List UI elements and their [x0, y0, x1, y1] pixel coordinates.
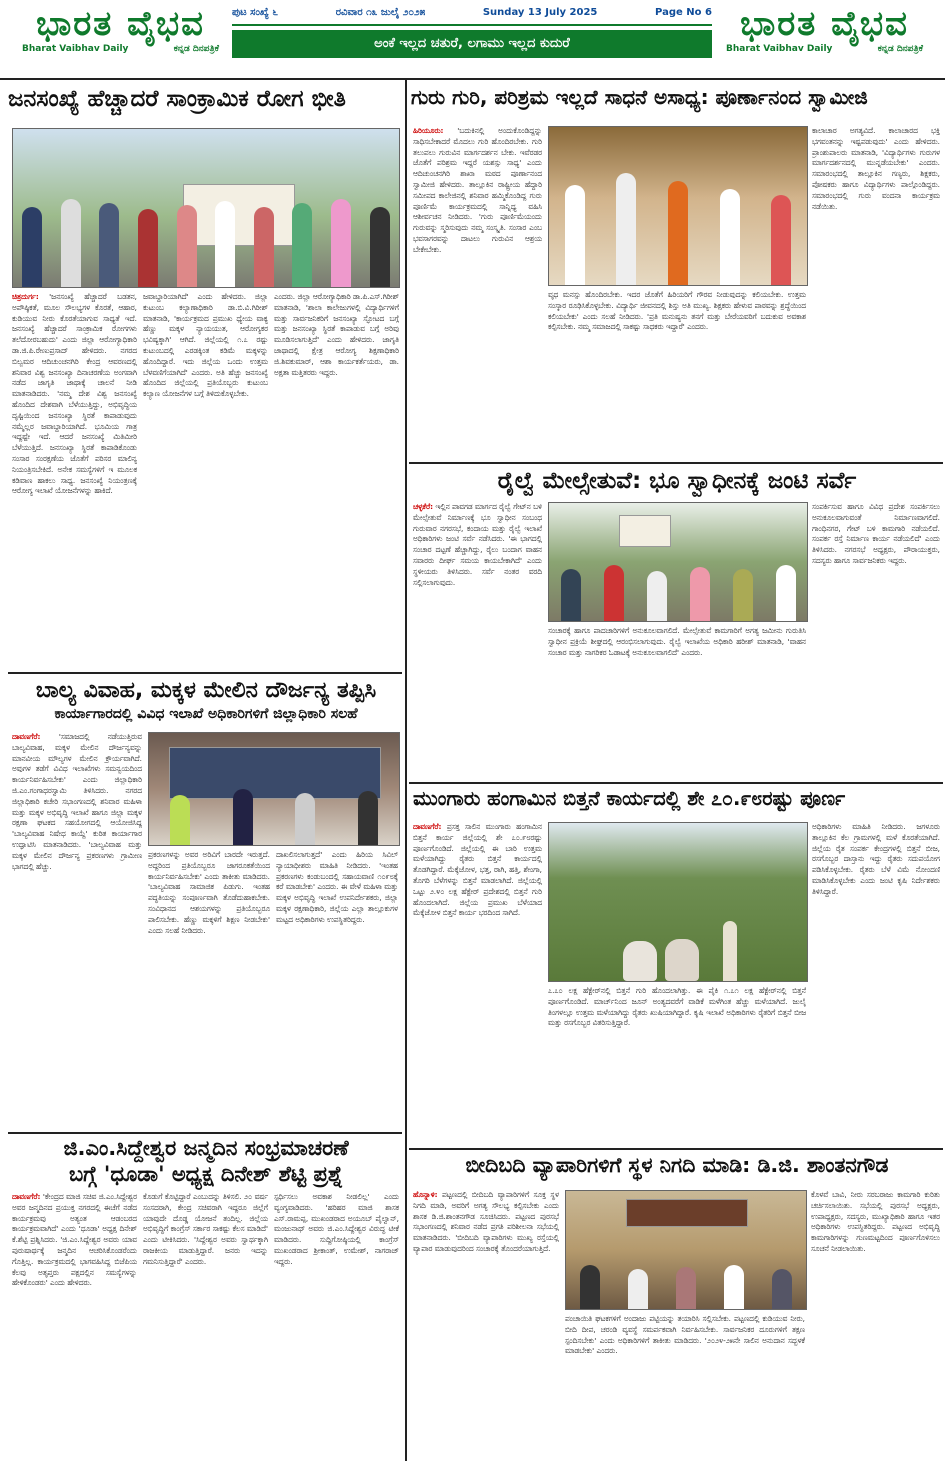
section-divider: [8, 1132, 402, 1134]
article-monsoon-col2: ೭.೭೦ ಲಕ್ಷ ಹೆಕ್ಟೇರ್‌ನಲ್ಲಿ ಬಿತ್ತನೆ ಗುರಿ ಹೊಂದಲಾಗಿತ್ತು. ಈ ಪೈಕಿ ೧.೭೧ ಲಕ್ಷ ಹೆಕ್ಟೇರ್‌ನಲ್ಲಿ ಬಿತ್ತನೆ ಪೂರ್ಣಗೊಂಡಿದೆ. ಮಾರ್ಚ್‌ನಿಂದ ಜೂನ್ ಅಂತ್ಯದವರೆಗೆ ವಾಡಿಕೆ ಮಳೆಗಿಂತ ಹೆಚ್ಚು ಮಳೆಯಾಗಿದೆ. ಜುಲೈ ತಿಂಗಳಲ್ಲೂ ಉತ್ತಮ ಮಳೆಯಾಗಿದ್ದು ರೈತರು ಖುಷಿಯಾಗಿದ್ದಾರೆ. ಕೃಷಿ ಇಲಾಖೆ ಅಧಿಕಾರಿಗಳು ರೈತರಿಗೆ ಬಿತ್ತನೆ ಬೀಜ ಮತ್ತು ರಸಗೊಬ್ಬರ ವಿತರಿಸುತ್ತಿದ್ದಾರೆ.: [548, 986, 806, 1028]
dateline: ಚಳ್ಳಕೆರೆ:: [413, 502, 434, 511]
article-vendors-col3: ಕೊಳವೆ ಬಾವಿ, ನೀರು ಸರಬರಾಜು ಕಾಮಗಾರಿ ಕುರಿತು ಚರ್ಚಿಸಲಾಯಿತು. ಸಭೆಯಲ್ಲಿ ಪುರಸಭೆ ಅಧ್ಯಕ್ಷರು, ಉಪಾಧ್ಯಕ್ಷರು, ಸದಸ್ಯರು, ಮುಖ್ಯಾಧಿಕಾರಿ ಹಾಗೂ ಇತರ ಅಧಿಕಾರಿಗಳು ಉಪಸ್ಥಿತರಿದ್ದರು. ಪಟ್ಟಣದ ಅಭಿವೃದ್ಧಿ ಕಾಮಗಾರಿಗಳನ್ನು ಗುಣಮಟ್ಟದಿಂದ ಪೂರ್ಣಗೊಳಿಸಲು ಸೂಚನೆ ನೀಡಲಾಯಿತು.: [811, 1190, 940, 1253]
article-siddeshwara-col3: ಸ್ಪರ್ಧಿಸಲು ಅವಕಾಶ ನೀಡಲಿಲ್ಲ' ಎಂದು ವ್ಯಂಗ್ಯವಾಡಿದರು. 'ಹರಿಹರ ಮಾಜಿ ಶಾಸಕ ಎಸ್.ರಾಮಪ್ಪ, ಮುಖಂಡರಾದ ಅಯೂಬ್ ಪೈಲ್ವಾನ್, ಮಂಜುನಾಥ್ ಅವರು ಜಿ.ಎಂ.ಸಿದ್ದೇಶ್ವರ ವಿರುದ್ಧ ಟೀಕೆ ಮಾಡಿದರು. ಸುದ್ದಿಗೋಷ್ಠಿಯಲ್ಲಿ ಕಾಂಗ್ರೆಸ್ ಮುಖಂಡರಾದ ಶ್ರೀಕಾಂತ್, ಉಮೇಶ್, ನಾಗರಾಜ್ ಇದ್ದರು.: [274, 1192, 399, 1266]
photo-people: [149, 783, 399, 845]
date-english: Sunday 13 July 2025: [482, 7, 598, 18]
article-text: 'ಸಮಾಜದಲ್ಲಿ ನಡೆಯುತ್ತಿರುವ ಬಾಲ್ಯವಿವಾಹ, ಮಕ್ಕಳ ಮೇಲಿನ ದೌರ್ಜನ್ಯವನ್ನು ಮಾನವೀಯ ಮೌಲ್ಯಗಳ ಮೇಲಿನ ಕ್ರೌರ್ಯವಾಗಿದೆ. ಅವುಗಳ ತಡೆಗೆ ವಿವಿಧ ಇಲಾಖೆಗಳು ಸಮನ್ವಯದಿಂದ ಕಾರ್ಯನಿರ್ವಹಿಸಬೇಕು' ಎಂದು ಜಿಲ್ಲಾಧಿಕಾರಿ ಜಿ.ಎಂ.ಗಂಗಾಧರಸ್ವಾಮಿ ತಿಳಿಸಿದರು. ನಗರದ ಜಿಲ್ಲಾಧಿಕಾರಿ ಕಚೇರಿ ಸಭಾಂಗಣದಲ್ಲಿ ಶನಿವಾರ ಮಹಿಳಾ ಮತ್ತು ಮಕ್ಕಳ ಅಭಿವೃದ್ಧಿ ಇಲಾಖೆ ಹಾಗೂ ಜಿಲ್ಲಾ ಮಕ್ಕಳ ರಕ್ಷಣಾ ಘಟಕದ ಸಹಯೋಗದಲ್ಲಿ ಆಯೋಜಿಸಿದ್ದ 'ಬಾಲ್ಯವಿವಾಹ ನಿಷೇಧ ಕಾಯ್ದೆ' ಕುರಿತ ಕಾರ್ಯಾಗಾರ ಉದ್ಘಾಟಿಸಿ ಮಾತನಾಡಿದರು. 'ಬಾಲ್ಯವಿವಾಹ ಮತ್ತು ಮಕ್ಕಳ ಮೇಲಿನ ದೌರ್ಜನ್ಯ ಪ್ರಕರಣಗಳು ಗ್ರಾಮೀಣ ಭಾಗದಲ್ಲಿ ಹೆಚ್ಚು.: [12, 732, 142, 871]
article-guru-col3: ಕಾಲಾಚಾರ ಅಗತ್ಯವಿದೆ. ಕಾಲಾಚಾರದ ಭಕ್ತಿ ಭಗವಂತನನ್ನು ಇಷ್ಟಪಡುವುದು' ಎಂದು ಹೇಳಿದರು. ಪ್ರಾಂಶುಪಾಲರು ಮಾತನಾಡಿ, 'ವಿದ್ಯಾರ್ಥಿಗಳು ಗುರುಗಳ ಮಾರ್ಗದರ್ಶನದಲ್ಲಿ ಮುನ್ನಡೆಯಬೇಕು' ಎಂದರು. ಸಮಾರಂಭದಲ್ಲಿ ತಾಲ್ಲೂಕಿನ ಗಣ್ಯರು, ಶಿಕ್ಷಕರು, ಪೋಷಕರು ಹಾಗೂ ವಿದ್ಯಾರ್ಥಿಗಳು ಪಾಲ್ಗೊಂಡಿದ್ದರು. ಸಮಾರಂಭದಲ್ಲಿ ಗುರು ವಂದನಾ ಕಾರ್ಯಕ್ರಮ ನಡೆಯಿತು.: [812, 126, 940, 211]
logo-title: ಭಾರತ ವೈಭವ: [740, 4, 909, 44]
article-child-marriage-col2: ಪ್ರಕರಣಗಳನ್ನು ಅವರ ಅರಿವಿಗೆ ಬಾರದೇ ಇರುತ್ತದೆ. ಅದ್ದರಿಂದ ಪ್ರತಿಯೊಬ್ಬರೂ ಜಾಗರೂಕತೆಯಿಂದ ಕಾರ್ಯನಿರ್ವಹಿಸಬೇಕು' ಎಂದು ತಾಕೀತು ಮಾಡಿದರು. 'ಬಾಲ್ಯವಿವಾಹ ಸಾಮಾಜಿಕ ಪಿಡುಗು. ಇಂತಹ ಪದ್ಧತಿಯನ್ನು ಸಂಪೂರ್ಣವಾಗಿ ತೊಡೆದುಹಾಕಬೇಕು. ಸಂವಿಧಾನದ ಆಶಯಗಳನ್ನು ಪ್ರತಿಯೊಬ್ಬರೂ ಪಾಲಿಸಬೇಕು. ಹೆಣ್ಣು ಮಕ್ಕಳಿಗೆ ಶಿಕ್ಷಣ ನೀಡಬೇಕು' ಎಂದು ಸಲಹೆ ನೀಡಿದರು.: [148, 850, 270, 935]
dateline: ಹಿರಿಯೂರು:: [413, 126, 444, 135]
page-number: Page No 6: [655, 7, 712, 18]
headline-population: ಜನಸಂಖ್ಯೆ ಹೆಚ್ಚಾದರೆ ಸಾಂಕ್ರಾಮಿಕ ರೋಗ ಭೀತಿ: [8, 86, 346, 112]
dateline: ದಾವಣಗೆರೆ:: [12, 732, 41, 741]
column-divider: [405, 80, 407, 1461]
logo-subtitle-en: Bharat Vaibhav Daily: [726, 44, 833, 54]
slogan-banner: ಅಂಕೆ ಇಲ್ಲದ ಚತುರೆ, ಲಗಾಮು ಇಲ್ಲದ ಕುದುರೆ: [232, 30, 712, 58]
article-railway-col2: ಸಂಚಾರಕ್ಕೆ ಹಾಗೂ ಪಾದಚಾರಿಗಳಿಗೆ ಅನುಕೂಲವಾಗಲಿದೆ. ಮೇಲ್ಸೇತುವೆ ಕಾಮಗಾರಿಗೆ ಅಗತ್ಯ ಜಮೀನು ಗುರುತಿಸಿ ಸ್ವಾಧೀನ ಪ್ರಕ್ರಿಯೆ ಶೀಘ್ರದಲ್ಲಿ ಆರಂಭಿಸಲಾಗುವುದು. ರೈಲ್ವೆ ಇಲಾಖೆಯ ಅಧಿಕಾರಿ ಹರೀಶ್ ಮಾತನಾಡಿ, 'ವಾಹನ ಸಂಚಾರ ಮತ್ತು ನಾಗರಿಕರ ಓಡಾಟಕ್ಕೆ ಅನುಕೂಲವಾಗಲಿದೆ' ಎಂದರು.: [548, 626, 806, 657]
article-railway-col1: [413, 502, 542, 777]
photo-hall-banner: [626, 1199, 748, 1227]
article-text: 'ಬದುಕಿನಲ್ಲಿ ಅಂದುಕೊಂಡಿದ್ದನ್ನು ಸಾಧಿಸಬೇಕಾದರೆ ಮೊದಲು ಗುರಿ ಹೊಂದಿರಬೇಕು. ಗುರಿ ತಲುಪಲು ಗುರುವಿನ ಮಾರ್ಗದರ್ಶನ ಬೇಕು. ಇವೆರಡರ ಜೊತೆಗೆ ಪರಿಶ್ರಮ ಇದ್ದರೆ ಯಶಸ್ಸು ಸಾಧ್ಯ' ಎಂದು ಆದಿಚುಂಚನಗಿರಿ ಶಾಖಾ ಮಠದ ಪೂರ್ಣಾನಂದ ಸ್ವಾಮೀಜಿ ಹೇಳಿದರು. ತಾಲ್ಲೂಕಿನ ರಾಷ್ಟ್ರೀಯ ಹೆದ್ದಾರಿ ಸಮೀಪದ ಕಾಲೇಜಿನಲ್ಲಿ ಶನಿವಾರ ಹಮ್ಮಿಕೊಂಡಿದ್ದ ಗುರು ಪೂರ್ಣಿಮೆ ಕಾರ್ಯಕ್ರಮದಲ್ಲಿ ಸಾನ್ನಿಧ್ಯ ವಹಿಸಿ ಆಶೀರ್ವಚನ ನೀಡಿದರು. 'ಗುರು ಪೂರ್ಣಿಮೆಯಂದು ಗುರುವನ್ನು ಸ್ಮರಿಸುವುದು ನಮ್ಮ ಸಂಸ್ಕೃತಿ. ಸಂಸಾರ ಎಂಬ ಭವಸಾಗರವನ್ನು ದಾಟಲು ಗುರುವಿನ ಆಶ್ರಯ ಬೇಕೇಬೇಕು.: [413, 126, 542, 254]
photo-population-rally: [12, 128, 400, 288]
issue-info-bar: [232, 4, 712, 26]
article-monsoon-col3: ಅಧಿಕಾರಿಗಳು ಮಾಹಿತಿ ನೀಡಿದರು. ಜಗಳೂರು ತಾಲ್ಲೂಕಿನ ಕೆಲ ಗ್ರಾಮಗಳಲ್ಲಿ ಮಳೆ ಕೊರತೆಯಾಗಿದೆ. ಜಿಲ್ಲೆಯ ರೈತ ಸಂಪರ್ಕ ಕೇಂದ್ರಗಳಲ್ಲಿ ಬಿತ್ತನೆ ಬೀಜ, ರಸಗೊಬ್ಬರ ದಾಸ್ತಾನು ಇದ್ದು ರೈತರು ಸದುಪಯೋಗ ಪಡಿಸಿಕೊಳ್ಳಬೇಕು. ರೈತರು ಬೆಳೆ ವಿಮೆ ನೋಂದಣಿ ಮಾಡಿಸಿಕೊಳ್ಳಬೇಕು ಎಂದು ಜಂಟಿ ಕೃಷಿ ನಿರ್ದೇಶಕರು ತಿಳಿಸಿದ್ದಾರೆ.: [812, 822, 940, 896]
article-railway-col3: ಸಂಪರ್ಕಿಸುವ ಹಾಗೂ ವಿವಿಧ ಪ್ರದೇಶ ಸಂಪರ್ಕಿಸಲು ಅನುಕೂಲವಾಗುವಂತೆ ನಿರ್ಮಾಣವಾಗಲಿದೆ. ಗಾಂಧಿನಗರ, ಗೇಟ್ ಬಳಿ ಕಾಮಗಾರಿ ನಡೆಯಲಿದೆ. ಸಂಪರ್ಕ ರಸ್ತೆ ನಿರ್ಮಾಣ ಕಾರ್ಯ ನಡೆಯಲಿದೆ' ಎಂದು ತಿಳಿಸಿದರು. ನಗರಸಭೆ ಅಧ್ಯಕ್ಷರು, ಪೌರಾಯುಕ್ತರು, ಸದಸ್ಯರು ಹಾಗೂ ಸಾರ್ವಜನಿಕರು ಇದ್ದರು.: [812, 502, 940, 565]
section-divider: [409, 1148, 943, 1150]
photo-people: [13, 200, 399, 287]
article-text: ಪ್ರಸಕ್ತ ಸಾಲಿನ ಮುಂಗಾರು ಹಂಗಾಮಿನ ಬಿತ್ತನೆ ಕಾರ್ಯ ಜಿಲ್ಲೆಯಲ್ಲಿ ಶೇ ೭೦.೯೮ರಷ್ಟು ಪೂರ್ಣಗೊಂಡಿದೆ. ಜಿಲ್ಲೆಯಲ್ಲಿ ಈ ಬಾರಿ ಉತ್ತಮ ಮಳೆಯಾಗಿದ್ದು ರೈತರು ಬಿತ್ತನೆ ಕಾರ್ಯದಲ್ಲಿ ತೊಡಗಿದ್ದಾರೆ. ಮೆಕ್ಕೆಜೋಳ, ಭತ್ತ, ರಾಗಿ, ಹತ್ತಿ, ಶೇಂಗಾ, ತೊಗರಿ ಬೆಳೆಗಳನ್ನು ಬಿತ್ತನೆ ಮಾಡಲಾಗಿದೆ. ಜಿಲ್ಲೆಯಲ್ಲಿ ಒಟ್ಟು ೨.೪೦ ಲಕ್ಷ ಹೆಕ್ಟೇರ್ ಪ್ರದೇಶದಲ್ಲಿ ಬಿತ್ತನೆ ಗುರಿ ಹೊಂದಲಾಗಿದೆ. ಜಿಲ್ಲೆಯ ಪ್ರಮುಖ ಬೆಳೆಯಾದ ಮೆಕ್ಕೆಜೋಳ ಬಿತ್ತನೆ ಕಾರ್ಯ ಭರದಿಂದ ಸಾಗಿದೆ.: [413, 822, 542, 918]
headline-child-marriage: ಬಾಲ್ಯ ವಿವಾಹ, ಮಕ್ಕಳ ಮೇಲಿನ ದೌರ್ಜನ್ಯ ತಪ್ಪಿಸಿ: [35, 678, 377, 703]
logo-subtitle-kn: ಕನ್ನಡ ದಿನಪತ್ರಿಕೆ: [877, 44, 923, 54]
article-monsoon-col1: [413, 822, 542, 1127]
logo-subtitle-kn: ಕನ್ನಡ ದಿನಪತ್ರಿಕೆ: [173, 44, 219, 54]
newspaper-logo-right: [712, 4, 937, 70]
headline-siddeshwara-line2: ಬಗ್ಗೆ 'ಧೂಡಾ' ಅಧ್ಯಕ್ಷ ದಿನೇಶ್ ಶೆಟ್ಟಿ ಪ್ರಶ್ನೆ: [68, 1162, 344, 1186]
article-population-col1: [12, 292, 137, 667]
masthead-divider: [0, 78, 945, 80]
article-vendors-col2: ಪಂಚಾಯಿತಿ ಘಟಕಗಳಿಗೆ ಅಂದಾಜು ಪಟ್ಟಿಯನ್ನು ತಯಾರಿಸಿ ಸಲ್ಲಿಸಬೇಕು. ಪಟ್ಟಣದಲ್ಲಿ ಕುಡಿಯುವ ನೀರು, ಬೀದಿ ದೀಪ, ಚರಂಡಿ ವ್ಯವಸ್ಥೆ ಸಮರ್ಪಕವಾಗಿ ನಿರ್ವಹಿಸಬೇಕು. ಸಾರ್ವಜನಿಕರ ದೂರುಗಳಿಗೆ ತಕ್ಷಣ ಸ್ಪಂದಿಸಬೇಕು' ಎಂದು ಅಧಿಕಾರಿಗಳಿಗೆ ತಾಕೀತು ಮಾಡಿದರು. '೨೦೨೪-೨೫ನೇ ಸಾಲಿನ ಅನುದಾನ ಸದ್ಬಳಕೆ ಮಾಡಬೇಕು' ಎಂದರು.: [565, 1314, 805, 1356]
article-text: 'ಜನಸಂಖ್ಯೆ ಹೆಚ್ಚಾದರೆ ಬಡತನ, ಅಪೌಷ್ಠಿಕತೆ, ಮೂಲ ಸೌಲಭ್ಯಗಳ ಕೊರತೆ, ಆಹಾರ, ಕುಡಿಯುವ ನೀರು ಕೊರತೆಯಾಗುವ ಸಾಧ್ಯತೆ ಇದೆ. ಜನಸಂಖ್ಯೆ ಹೆಚ್ಚಾದರೆ ಸಾಂಕ್ರಾಮಿಕ ರೋಗಗಳು ತಲೆದೋರಬಹುದು' ಎಂದು ಜಿಲ್ಲಾ ಆರೋಗ್ಯಾಧಿಕಾರಿ ಡಾ.ಜಿ.ಪಿ.ರೇಣುಪ್ರಸಾದ್ ಹೇಳಿದರು. ನಗರದ ಬಿಲ್ವಮರ ಆದಿಚುಂಚನಗಿರಿ ಕೇಂದ್ರ ಆವರಣದಲ್ಲಿ ಶನಿವಾರ ವಿಶ್ವ ಜನಸಂಖ್ಯಾ ದಿನಾಚರಣೆಯ ಅಂಗವಾಗಿ ನಡೆದ ಜಾಗೃತಿ ಜಾಥಾಕ್ಕೆ ಚಾಲನೆ ನೀಡಿ ಮಾತನಾಡಿದರು. 'ನಮ್ಮ ದೇಶ ವಿಶ್ವ ಜನಸಂಖ್ಯೆ ಹೊಂದಿದ ದೇಶವಾಗಿ ಬೆಳೆಯುತ್ತಿದ್ದು, ಅಭಿವೃದ್ಧಿಯ ದೃಷ್ಟಿಯಿಂದ ಜನಸಂಖ್ಯಾ ಸ್ಥಿರತೆ ಕಾಪಾಡುವುದು ನಮ್ಮೆಲ್ಲರ ಜವಾಬ್ದಾರಿಯಾಗಿದೆ. ಭೂಮಿಯ ಗಾತ್ರ ಇದ್ದಷ್ಟೇ ಇದೆ. ಆದರೆ ಜನಸಂಖ್ಯೆ ಮಿತಿಮೀರಿ ಬೆಳೆಯುತ್ತಿದೆ. ಜನಸಂಖ್ಯಾ ಸ್ಥಿರತೆ ಕಾಪಾಡಿಕೊಂಡು ಸಂಸಾರ ಸಂರಕ್ಷಣೆಯ ಜೊತೆಗೆ ಪರಿಸರ ಮಾಲಿನ್ಯ ನಿಯಂತ್ರಿಸಬೇಕಿದೆ. ಅನೇಕ ಸಮಸ್ಯೆಗಳಿಗೆ ಇ ಮೂಲಕ ಕಡಿವಾಣ ಹಾಕಲು ಸಾಧ್ಯ. ಜನಸಂಖ್ಯೆ ನಿಯಂತ್ರಣಕ್ಕೆ ಆರೋಗ್ಯ ಇಲಾಖೆ ಯೋಜನೆಗಳನ್ನು ಹಾಕಿದೆ.: [12, 292, 137, 496]
article-siddeshwara-col1: [12, 1192, 137, 1454]
article-text: ಪಟ್ಟಣದಲ್ಲಿ ಬೀದಿಬದಿ ವ್ಯಾಪಾರಿಗಳಿಗೆ ಸೂಕ್ತ ಸ್ಥಳ ನಿಗದಿ ಮಾಡಿ, ಅವರಿಗೆ ಅಗತ್ಯ ಸೌಲಭ್ಯ ಕಲ್ಪಿಸಬೇಕು ಎಂದು ಶಾಸಕ ಡಿ.ಜಿ.ಶಾಂತನಗೌಡ ಸೂಚಿಸಿದರು. ಪಟ್ಟಣದ ಪುರಸಭೆ ಸಭಾಂಗಣದಲ್ಲಿ ಶನಿವಾರ ನಡೆದ ಪ್ರಗತಿ ಪರಿಶೀಲನಾ ಸಭೆಯಲ್ಲಿ ಮಾತನಾಡಿದರು. 'ಬೀದಿಬದಿ ವ್ಯಾಪಾರಿಗಳು ಮುಖ್ಯ ರಸ್ತೆಯಲ್ಲಿ ವ್ಯಾಪಾರ ಮಾಡುವುದರಿಂದ ಸಂಚಾರಕ್ಕೆ ತೊಂದರೆಯಾಗುತ್ತಿದೆ.: [413, 1190, 559, 1253]
headline-monsoon-sowing: ಮುಂಗಾರು ಹಂಗಾಮಿನ ಬಿತ್ತನೆ ಕಾರ್ಯದಲ್ಲಿ ಶೇ ೭೦.೯೮ರಷ್ಟು ಪೂರ್ಣ: [413, 787, 846, 810]
logo-subtitle-en: Bharat Vaibhav Daily: [22, 44, 129, 54]
article-siddeshwara-col2: ಕೊಡುಗೆ ಕೊಟ್ಟಿದ್ದಾರೆ ಎಂಬುದನ್ನು ತಿಳಿಸಲಿ. ೨೦ ವರ್ಷ ಸಂಸದರಾಗಿ, ಕೇಂದ್ರ ಸಚಿವರಾಗಿ ಇದ್ದರೂ ಜಿಲ್ಲೆಗೆ ಯಾವುದೇ ದೊಡ್ಡ ಯೋಜನೆ ತಂದಿಲ್ಲ. ಜಿಲ್ಲೆಯ ಅಭಿವೃದ್ಧಿಗೆ ಕಾಂಗ್ರೆಸ್ ಸರ್ಕಾರ ಸಾಕಷ್ಟು ಕೆಲಸ ಮಾಡಿದೆ' ಎಂದು ಟೀಕಿಸಿದರು. 'ಸಿದ್ದೇಶ್ವರ ಅವರು ಸ್ವಾರ್ಥಕ್ಕಾಗಿ ರಾಜಕೀಯ ಮಾಡುತ್ತಿದ್ದಾರೆ. ಜನರು ಇದನ್ನು ಗಮನಿಸುತ್ತಿದ್ದಾರೆ' ಎಂದರು.: [143, 1192, 268, 1266]
dateline: ಚಿತ್ರದುರ್ಗ:: [12, 292, 39, 301]
article-vendors-col1: [413, 1190, 559, 1454]
photo-signboard: [619, 515, 671, 547]
photo-people: [566, 1244, 806, 1309]
article-text: 'ಕೇಂದ್ರದ ಮಾಜಿ ಸಚಿವ ಜಿ.ಎಂ.ಸಿದ್ದೇಶ್ವರ ಅವರ ಜನ್ಮದಿನದ ಪ್ರಯುಕ್ತ ನಗರದಲ್ಲಿ ಈಚೆಗೆ ನಡೆದ ಕಾರ್ಯಕ್ರಮವು ಅತ್ಯಂತ ಆಡಂಬರದ ಕಾರ್ಯಕ್ರಮವಾಗಿದೆ' ಎಂದು 'ಧೂಡಾ' ಅಧ್ಯಕ್ಷ ದಿನೇಶ್ ಕೆ.ಶೆಟ್ಟಿ ಪ್ರಶ್ನಿಸಿದರು. 'ಜಿ.ಎಂ.ಸಿದ್ದೇಶ್ವರ ಅವರು ಯಾವ ಪುರುಷಾರ್ಥಕ್ಕೆ ಜನ್ಮದಿನ ಆಚರಿಸಿಕೊಂಡರೆಂದು ಗೊತ್ತಿಲ್ಲ. ಕಾರ್ಯಕ್ರಮದಲ್ಲಿ ಭಾಗವಹಿಸಿದ್ದ ಬಿಜೆಪಿಯ ಕೆಲವು ಅತೃಪ್ತರು ಪಕ್ಷದಲ್ಲಿನ ಸಮಸ್ಯೆಗಳನ್ನು ಹೇಳಿಕೊಂಡರು' ಎಂದು ಹೇಳಿದರು.: [12, 1192, 137, 1288]
article-guru-col1: [413, 126, 542, 456]
dateline: ಹೊನ್ನಾಳಿ:: [413, 1190, 438, 1199]
photo-people: [549, 159, 807, 285]
section-divider: [409, 782, 943, 784]
article-population-col3: ಎಂದರು. ಜಿಲ್ಲಾ ಆರೋಗ್ಯಾಧಿಕಾರಿ ಡಾ.ಪಿ.ಎಸ್.ಗಿರೀಶ್ ಮಾತನಾಡಿ, 'ಶಾಲಾ ಕಾಲೇಜುಗಳಲ್ಲಿ ವಿದ್ಯಾರ್ಥಿಗಳಿಗೆ ಮತ್ತು ಸಾರ್ವಜನಿಕರಿಗೆ ಜನಸಂಖ್ಯಾ ಸ್ಫೋಟದ ಬಗ್ಗೆ ಮತ್ತು ಜನಸಂಖ್ಯಾ ಸ್ಥಿರತೆ ಕಾಪಾಡುವ ಬಗ್ಗೆ ಅರಿವು ಮೂಡಿಸಲಾಗುತ್ತಿದೆ' ಎಂದು ಹೇಳಿದರು. ಜಾಗೃತಿ ಜಾಥಾದಲ್ಲಿ ಕ್ಷೇತ್ರ ಆರೋಗ್ಯ ಶಿಕ್ಷಣಾಧಿಕಾರಿ ಜಿ.ಶಿವಕುಮಾರ್, ಆಶಾ ಕಾರ್ಯಕರ್ತೆಯರು, ಡಾ. ಅಕ್ಷತಾ ಮತ್ತಿತರರು ಇದ್ದರು.: [274, 292, 399, 377]
section-divider: [8, 672, 402, 674]
article-guru-col2: ವೃಧ ಮನಸ್ಸು ಹೊಂದಿರಬೇಕು. ಇದರ ಜೊತೆಗೆ ಹಿರಿಯರಿಗೆ ಗೌರವ ನೀಡುವುದನ್ನು ಕಲಿಯಬೇಕು. ಉತ್ತಮ ಸಂಸ್ಕಾರ ರೂಢಿಸಿಕೊಳ್ಳಬೇಕು. ವಿದ್ಯಾರ್ಥಿ ಜೀವನದಲ್ಲಿ ಶಿಸ್ತು ಅತಿ ಮುಖ್ಯ. ಶಿಕ್ಷಕರು ಹೇಳುವ ಪಾಠವನ್ನು ಶ್ರದ್ಧೆಯಿಂದ ಕಲಿಯಬೇಕು' ಎಂದು ಸಲಹೆ ನೀಡಿದರು. 'ಪ್ರತಿ ಮನುಷ್ಯನು ತನಗೆ ಮತ್ತು ಬೇರೆಯವರಿಗೆ ಬದುಕುವ ಅವಕಾಶ ಕಲ್ಪಿಸಬೇಕು. ನಮ್ಮ ಸಮಾಜದಲ್ಲಿ ಸಾಕಷ್ಟು ಸಾಧಕರು ಇದ್ದಾರೆ' ಎಂದರು.: [548, 290, 806, 332]
photo-bullock-plough: [548, 822, 808, 982]
photo-railway-survey: [548, 502, 808, 622]
photo-workshop: [148, 732, 400, 846]
photo-people: [549, 556, 807, 621]
headline-street-vendors: ಬೀದಿಬದಿ ವ್ಯಾಪಾರಿಗಳಿಗೆ ಸ್ಥಳ ನಿಗದಿ ಮಾಡಿ: ಡಿ.ಜಿ. ಶಾಂತನಗೌಡ: [465, 1153, 889, 1177]
article-child-marriage-col3: ದಾಖಲಿಸಲಾಗುತ್ತದೆ' ಎಂದು ಹಿರಿಯ ಸಿವಿಲ್ ನ್ಯಾಯಾಧೀಶರು ಮಾಹಿತಿ ನೀಡಿದರು. 'ಇಂತಹ ಪ್ರಕರಣಗಳು ಕಂಡುಬಂದಲ್ಲಿ ಸಹಾಯವಾಣಿ ೧೦೯೮ಕ್ಕೆ ಕರೆ ಮಾಡಬೇಕು' ಎಂದರು. ಈ ವೇಳೆ ಮಹಿಳಾ ಮತ್ತು ಮಕ್ಕಳ ಅಭಿವೃದ್ಧಿ ಇಲಾಖೆ ಉಪನಿರ್ದೇಶಕರು, ಜಿಲ್ಲಾ ಮಕ್ಕಳ ರಕ್ಷಣಾಧಿಕಾರಿ, ಜಿಲ್ಲೆಯ ಎಲ್ಲಾ ತಾಲ್ಲೂಕುಗಳ ಮಟ್ಟದ ಅಧಿಕಾರಿಗಳು ಉಪಸ್ಥಿತರಿದ್ದರು.: [276, 850, 398, 924]
dateline: ದಾವಣಗೆರೆ:: [413, 822, 442, 831]
subhead-child-marriage: ಕಾರ್ಯಾಗಾರದಲ್ಲಿ ವಿವಿಧ ಇಲಾಖೆ ಅಧಿಕಾರಿಗಳಿಗೆ ಜಿಲ್ಲಾಧಿಕಾರಿ ಸಲಹೆ: [54, 706, 358, 722]
dateline: ದಾವಣಗೆರೆ:: [12, 1192, 41, 1201]
logo-subtitle: [8, 44, 233, 54]
issue-number: ಪುಟ ಸಂಖ್ಯೆ ೬: [232, 7, 279, 18]
section-divider: [409, 462, 943, 464]
article-text: ಇಲ್ಲಿನ ಪಾವಗಡ ಮಾರ್ಗದ ರೈಲ್ವೆ ಗೇಟ್‌ನ ಬಳಿ ಮೇಲ್ಸೇತುವೆ ನಿರ್ಮಾಣಕ್ಕೆ ಭೂ ಸ್ವಾಧೀನ ಸಂಬಂಧ ಗುರುವಾರ ನಗರಸಭೆ, ಕಂದಾಯ ಮತ್ತು ರೈಲ್ವೆ ಇಲಾಖೆ ಅಧಿಕಾರಿಗಳು ಜಂಟಿ ಸರ್ವೆ ನಡೆಸಿದರು. 'ಈ ಭಾಗದಲ್ಲಿ ಸಂಚಾರ ದಟ್ಟಣೆ ಹೆಚ್ಚಾಗಿದ್ದು, ರೈಲು ಬಂದಾಗ ವಾಹನ ಸವಾರರು ದೀರ್ಘ ಸಮಯ ಕಾಯಬೇಕಾಗಿದೆ' ಎಂದು ಸ್ಥಳೀಯರು ತಿಳಿಸಿದರು. ಸರ್ವೆ ನಂತರ ವರದಿ ಸಲ್ಲಿಸಲಾಗುವುದು.: [413, 502, 542, 587]
photo-bullocks: [549, 894, 807, 981]
headline-guru-purnima: ಗುರು ಗುರಿ, ಪರಿಶ್ರಮ ಇಲ್ಲದೆ ಸಾಧನೆ ಅಸಾಧ್ಯ: ಪೂರ್ಣಾನಂದ ಸ್ವಾಮೀಜಿ: [411, 85, 868, 109]
headline-siddeshwara-line1: ಜಿ.ಎಂ.ಸಿದ್ದೇಶ್ವರ ಜನ್ಮದಿನ ಸಂಭ್ರಮಾಚರಣೆ: [63, 1136, 349, 1160]
logo-subtitle: [712, 44, 937, 54]
date-kannada: ರವಿವಾರ ೧೩ ಜುಲೈ ೨೦೨೫: [335, 7, 426, 18]
headline-railway-bridge: ರೈಲ್ವೆ ಮೇಲ್ಸೇತುವೆ: ಭೂ ಸ್ವಾಧೀನಕ್ಕೆ ಜಂಟಿ ಸರ್ವೆ: [497, 468, 857, 494]
logo-title: ಭಾರತ ವೈಭವ: [36, 4, 205, 44]
article-child-marriage-col1: [12, 732, 142, 1127]
photo-review-meeting: [565, 1190, 807, 1310]
photo-guru-purnima: [548, 126, 808, 286]
masthead: [0, 0, 945, 78]
newspaper-logo-left: [8, 4, 233, 70]
article-population-col2: ಜವಾಬ್ದಾರಿಯಾಗಿದೆ' ಎಂದು ಹೇಳಿದರು. ಜಿಲ್ಲಾ ಕುಟುಂಬ ಕಲ್ಯಾಣಾಧಿಕಾರಿ ಡಾ.ಬಿ.ವಿ.ಗಿರೀಶ್ ಮಾತನಾಡಿ, 'ಕಾರ್ಯಕ್ರಮದ ಪ್ರಮುಖ ಧ್ಯೇಯ ವಾಕ್ಯ ಹೆಣ್ಣು ಮಕ್ಕಳ ನ್ಯಾಯಯುತ, ಆರೋಗ್ಯಕರ ಭವಿಷ್ಯಕ್ಕಾಗಿ' ಆಗಿದೆ. ಜಿಲ್ಲೆಯಲ್ಲಿ ೧.೭ ರಷ್ಟು ಕುಟುಂಬದಲ್ಲಿ ಎರಡಕ್ಕಿಂತ ಕಡಿಮೆ ಮಕ್ಕಳನ್ನು ಹೊಂದಿದ್ದಾರೆ. ಇದು ಜಿಲ್ಲೆಯ ಒಂದು ಉತ್ತಮ ಬೆಳವಣಿಗೆಯಾಗಿದೆ' ಎಂದರು. ಅತಿ ಹೆಚ್ಚು ಜನಸಂಖ್ಯೆ ಹೊಂದಿದ ಜಿಲ್ಲೆಯಲ್ಲಿ ಪ್ರತಿಯೊಬ್ಬರು ಕುಟುಂಬ ಕಲ್ಯಾಣ ಯೋಜನೆಗಳ ಬಗ್ಗೆ ತಿಳಿದುಕೊಳ್ಳಬೇಕು.: [143, 292, 268, 399]
